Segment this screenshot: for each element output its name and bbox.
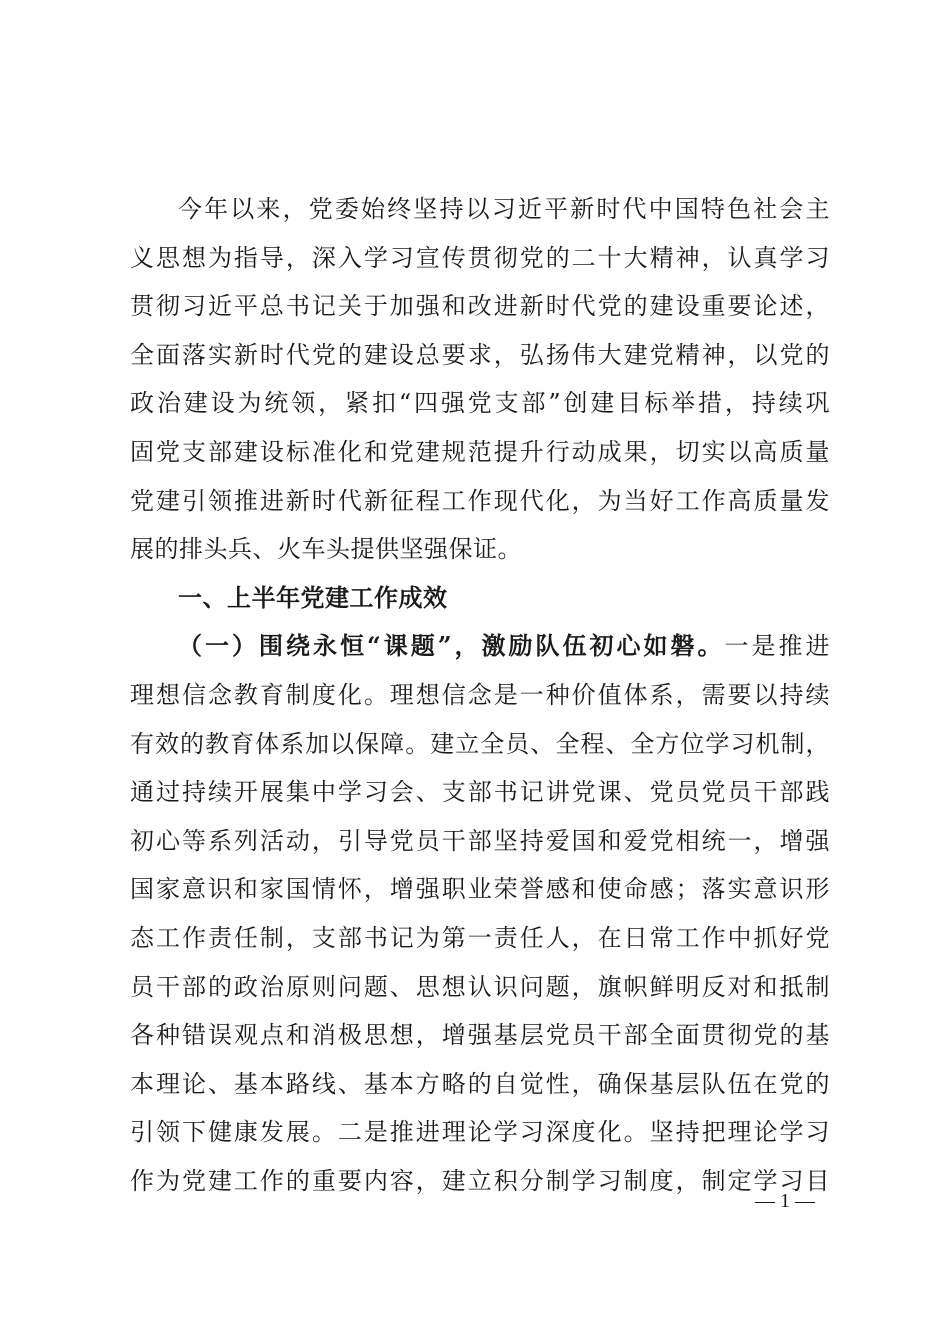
paragraph-line: 本理论、基本路线、基本方略的自觉性，确保基层队伍在党的 xyxy=(130,1069,830,1098)
paragraph-line xyxy=(130,622,830,671)
paragraph-line: 全面落实新时代党的建设总要求，弘扬伟大建党精神，以党的 xyxy=(130,340,830,369)
paragraph-line: 党建引领推进新时代新征程工作现代化，为当好工作高质量发 xyxy=(130,486,830,515)
paragraph-line: 各种错误观点和消极思想，增强基层党员干部全面贯彻党的基 xyxy=(130,1021,830,1050)
subsection-heading: （一）围绕永恒“课题”，激励队伍初心如磐。 xyxy=(178,631,725,661)
paragraph-line: 引领下健康发展。二是推进理论学习深度化。坚持把理论学习 xyxy=(130,1118,830,1147)
body-text xyxy=(130,185,830,1205)
paragraph-line: 今年以来，党委始终坚持以习近平新时代中国特色社会主 xyxy=(178,195,830,223)
paragraph-text: 一是推进 xyxy=(724,632,831,661)
paragraph-line: 员干部的政治原则问题、思想认识问题，旗帜鲜明反对和抵制 xyxy=(130,972,830,1001)
paragraph-line: 固党支部建设标准化和党建规范提升行动成果，切实以高质量 xyxy=(130,437,830,466)
page-number: — 1 — xyxy=(755,1190,815,1212)
paragraph-line: 国家意识和家国情怀，增强职业荣誉感和使命感；落实意识形 xyxy=(130,875,830,904)
paragraph-line: 态工作责任制，支部书记为第一责任人，在日常工作中抓好党 xyxy=(130,923,830,952)
paragraph-line: 通过持续开展集中学习会、支部书记讲党课、党员党员干部践 xyxy=(130,778,830,807)
paragraph-line: 展的排头兵、火车头提供坚强保证。 xyxy=(130,535,522,564)
paragraph-line: 义思想为指导，深入学习宣传贯彻党的二十大精神，认真学习 xyxy=(130,243,830,272)
paragraph-line: 初心等系列活动，引导党员干部坚持爱国和爱党相统一，增强 xyxy=(130,826,830,855)
paragraph-line: 贯彻习近平总书记关于加强和改进新时代党的建设重要论述， xyxy=(130,292,830,321)
paragraph-line: 作为党建工作的重要内容，建立积分制学习制度，制定学习目 xyxy=(130,1166,830,1195)
paragraph-line: 有效的教育体系加以保障。建立全员、全程、全方位学习机制， xyxy=(130,729,830,758)
paragraph-line: 理想信念教育制度化。理想信念是一种价值体系，需要以持续 xyxy=(130,680,830,709)
section-heading: 一、上半年党建工作成效 xyxy=(178,583,448,612)
paragraph-line: 政治建设为统领，紧扣“四强党支部”创建目标举措，持续巩 xyxy=(130,389,830,418)
